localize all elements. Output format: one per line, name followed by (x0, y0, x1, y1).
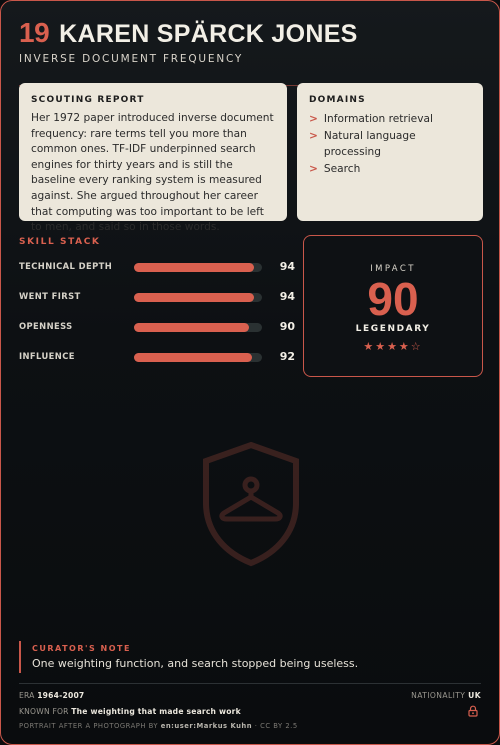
impact-box (303, 235, 483, 377)
nationality-label: NATIONALITY (411, 691, 466, 700)
impact-score: 90 (367, 273, 419, 325)
skill-bar-fill (134, 263, 254, 272)
era-value: 1964-2007 (37, 691, 85, 700)
credit-license: · CC BY 2.5 (254, 722, 298, 730)
card-name: KAREN SPÄRCK JONES (59, 20, 358, 48)
title-row (19, 17, 481, 49)
credit-author: en:user:Markus Kuhn (160, 722, 253, 730)
footer-known-for (19, 707, 481, 716)
skill-label: TECHNICAL DEPTH (19, 261, 113, 271)
footer-credit (19, 722, 481, 730)
domain-item (309, 161, 471, 178)
skill-row-went-first (19, 290, 295, 304)
credit-prefix: PORTRAIT AFTER A PHOTOGRAPH BY (19, 722, 159, 730)
star-rating-icon: ★★★★☆ (363, 340, 423, 353)
domains-title: DOMAINS (309, 95, 366, 105)
known-for-value: The weighting that made search work (71, 707, 241, 716)
curators-note-text: One weighting function, and search stopped being useless. (32, 657, 359, 670)
skill-bar-fill (134, 323, 249, 332)
footer-divider (19, 683, 481, 684)
card-header (19, 17, 481, 65)
skill-row-influence (19, 350, 295, 364)
footer-nationality (411, 691, 481, 700)
skill-bar-fill (134, 293, 254, 302)
curators-note (19, 641, 483, 673)
impact-tier: LEGENDARY (355, 324, 431, 334)
impact-label: IMPACT (370, 264, 416, 274)
skill-value: 92 (279, 350, 295, 363)
scouting-report-title: SCOUTING REPORT (31, 95, 145, 105)
domains-panel (297, 83, 483, 221)
domain-label: Natural language processing (323, 129, 416, 158)
chevron-right-icon: > (309, 162, 318, 175)
nationality-value: UK (468, 691, 481, 700)
domain-label: Search (323, 162, 361, 175)
era-label: ERA (19, 691, 35, 700)
skill-value: 90 (279, 320, 295, 333)
scouting-report-text: Her 1972 paper introduced inverse document frequency: rare terms tell you more than common ones. TF-IDF underpinned search engines for thirty years and is still the baseline every ranking system is measured against. She argued throughout her career that computing was too important to be left to men, and said so in those words. (31, 112, 274, 234)
skill-bar-fill (134, 353, 252, 362)
skill-bar-track (134, 263, 262, 272)
scouting-report-panel (19, 83, 287, 234)
skill-value: 94 (279, 290, 295, 303)
card-number: 19 (19, 17, 50, 48)
chevron-right-icon: > (309, 113, 318, 125)
skill-value: 94 (279, 260, 295, 273)
known-for-label: KNOWN FOR (19, 707, 69, 716)
skill-row-openness (19, 320, 295, 334)
skill-label: OPENNESS (19, 321, 73, 331)
skill-row-technical-depth (19, 260, 295, 274)
skill-bar-track (134, 323, 262, 332)
skill-label: WENT FIRST (19, 291, 81, 301)
chevron-right-icon: > (309, 129, 318, 142)
skill-bar-track (134, 293, 262, 302)
domain-label: Information retrieval (323, 113, 433, 125)
card-subtitle: INVERSE DOCUMENT FREQUENCY (19, 53, 244, 65)
domain-item (309, 111, 471, 128)
skill-bar-track (134, 353, 262, 362)
domains-list (309, 111, 471, 177)
skill-label: INFLUENCE (19, 351, 75, 361)
curators-note-title: CURATOR'S NOTE (32, 644, 131, 653)
skill-stack-title: SKILL STACK (19, 237, 101, 247)
shield-hanger-icon (200, 441, 302, 567)
domain-item (309, 128, 471, 161)
